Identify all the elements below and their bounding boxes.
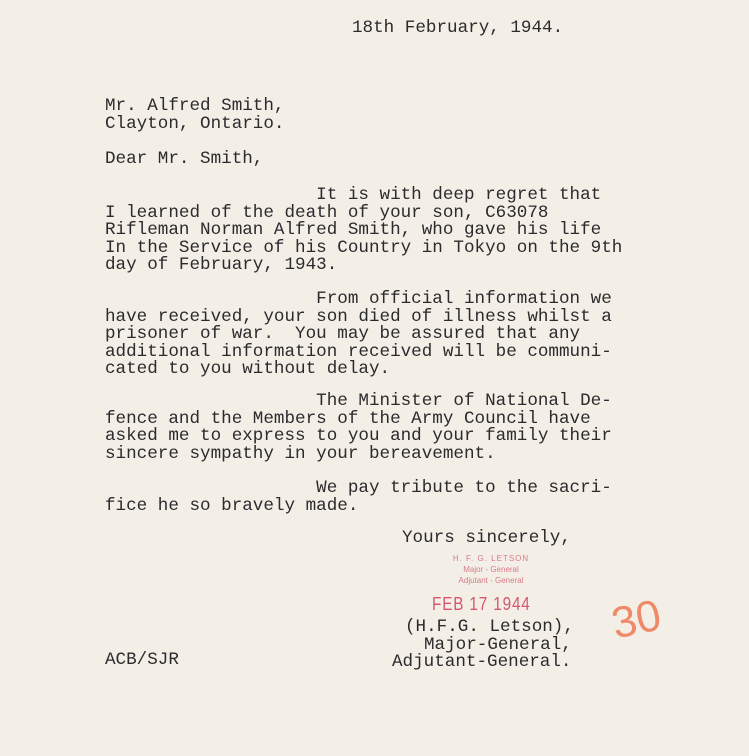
signatory-rank: Major-General, (424, 634, 572, 655)
handwritten-page-number: 30 (607, 590, 666, 649)
salutation: Dear Mr. Smith, (105, 149, 264, 169)
signatory-title: Adjutant-General. (392, 652, 572, 672)
text-line: fence and the Members of the Army Council have (105, 408, 591, 429)
signatory-name: (H.F.G. Letson), (405, 617, 574, 637)
stamp-title: Adjutant - General (458, 576, 524, 585)
date-stamp: FEB 17 1944 (432, 594, 531, 614)
name-stamp (421, 553, 561, 586)
stamp-rank: Major - General (463, 565, 519, 574)
closing: Yours sincerely, (402, 528, 571, 548)
paragraph-3 (105, 393, 612, 463)
text-line: fice he so bravely made. (105, 495, 359, 516)
reference-initials: ACB/SJR (105, 650, 179, 670)
text-line: In the Service of his Country in Tokyo on the 9th (105, 237, 623, 258)
paragraph-1 (105, 187, 622, 275)
text-line: additional information received will be communi- (105, 341, 612, 362)
text-line: have received, your son died of illness whilst a (105, 306, 612, 327)
text-line: Rifleman Norman Alfred Smith, who gave his life (105, 220, 602, 240)
paragraph-2 (105, 291, 612, 379)
text-line: The Minister of National De- (105, 391, 612, 411)
stamp-name: H. F. G. LETSON (452, 554, 530, 563)
recipient-location: Clayton, Ontario. (105, 113, 285, 134)
recipient-name: Mr. Alfred Smith, (105, 96, 285, 116)
text-line: It is with deep regret that (105, 185, 602, 205)
text-line: I learned of the death of your son, C63078 (105, 202, 549, 223)
text-line: We pay tribute to the sacri- (105, 478, 612, 498)
signature-block (392, 619, 574, 672)
text-line: sincere sympathy in your bereavement. (105, 443, 496, 464)
recipient-address (105, 98, 285, 133)
text-line: From official information we (105, 289, 612, 309)
text-line: asked me to express to you and your family their (105, 426, 612, 446)
text-line: day of February, 1943. (105, 255, 338, 275)
text-line: prisoner of war. You may be assured that any (105, 324, 581, 344)
letter-date: 18th February, 1944. (352, 18, 564, 38)
text-line: cated to you without delay. (105, 359, 391, 379)
paragraph-4 (105, 480, 612, 515)
